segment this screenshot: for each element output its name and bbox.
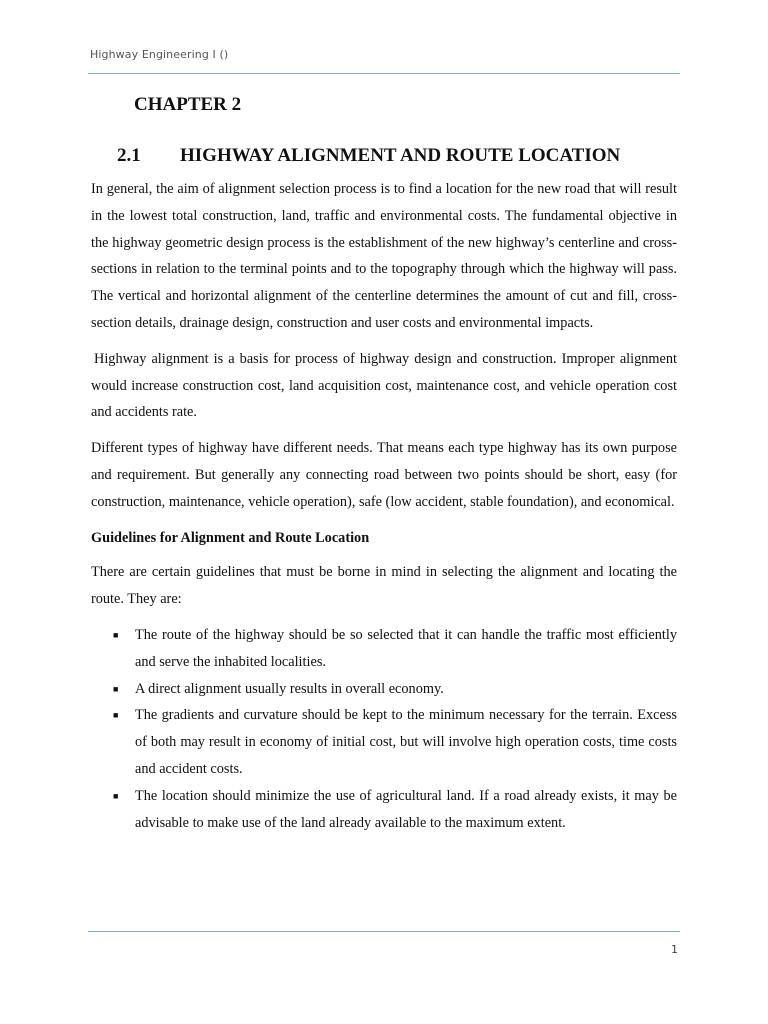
list-item-text: The route of the highway should be so selected that it can handle the traffic most efficiently and serve the inhabited localities. bbox=[135, 626, 677, 670]
square-bullet-icon: ■ bbox=[113, 629, 119, 640]
paragraph-highway-types: Different types of highway have different needs. That means each type highway has its own purpose and requirement. But generally any connecting road between two points should be short, easy (for construction, maintenance, vehicle operation), safe (low accident, stable foundation), and economical. bbox=[91, 440, 677, 510]
paragraph-alignment-basis: Highway alignment is a basis for process of highway design and construction. Improper alignment would increase construction cost, land acquisition cost, maintenance cost, and vehicle operation cost and accidents rate. bbox=[91, 350, 677, 421]
square-bullet-icon: ■ bbox=[113, 710, 119, 721]
list-item bbox=[113, 676, 677, 703]
chapter-title: CHAPTER 2 bbox=[134, 94, 242, 115]
list-item-text: The location should minimize the use of agricultural land. If a road already exists, it may be advisable to make use of the land already available to the maximum extent. bbox=[135, 787, 677, 831]
running-header: Highway Engineering I () bbox=[90, 48, 229, 61]
section-title: HIGHWAY ALIGNMENT AND ROUTE LOCATION bbox=[180, 145, 621, 166]
list-item bbox=[113, 702, 677, 782]
footer-rule bbox=[88, 931, 680, 932]
guidelines-subheading: Guidelines for Alignment and Route Location bbox=[91, 529, 370, 546]
document-body bbox=[91, 176, 677, 836]
list-item bbox=[113, 783, 677, 837]
section-number: 2.1 bbox=[117, 145, 141, 166]
section-heading bbox=[117, 145, 620, 167]
list-item bbox=[113, 622, 677, 676]
paragraph-alignment-aim: In general, the aim of alignment selection process is to find a location for the new road that will result in the lowest total construction, land, traffic and environmental costs. The fundamental objective in the highway geometric design process is the establishment of the new highway’s centerline and cross-sections in relation to the terminal points and to the topography through which the highway will pass. The vertical and horizontal alignment of the centerline determines the amount of cut and fill, cross-section details, drainage design, construction and user costs and environmental impacts. bbox=[91, 181, 677, 331]
square-bullet-icon: ■ bbox=[113, 683, 119, 694]
list-item-text: A direct alignment usually results in overall economy. bbox=[135, 680, 444, 697]
list-item-text: The gradients and curvature should be kept to the minimum necessary for the terrain. Excess of both may result in economy of initial cost, but will involve high operation costs, time costs and accident costs. bbox=[135, 707, 677, 777]
page-number: 1 bbox=[671, 943, 678, 956]
square-bullet-icon: ■ bbox=[113, 790, 119, 801]
guidelines-list bbox=[91, 622, 677, 836]
paragraph-guidelines-intro: There are certain guidelines that must be borne in mind in selecting the alignment and locating the route. They are: bbox=[91, 564, 677, 608]
header-rule bbox=[88, 73, 680, 74]
